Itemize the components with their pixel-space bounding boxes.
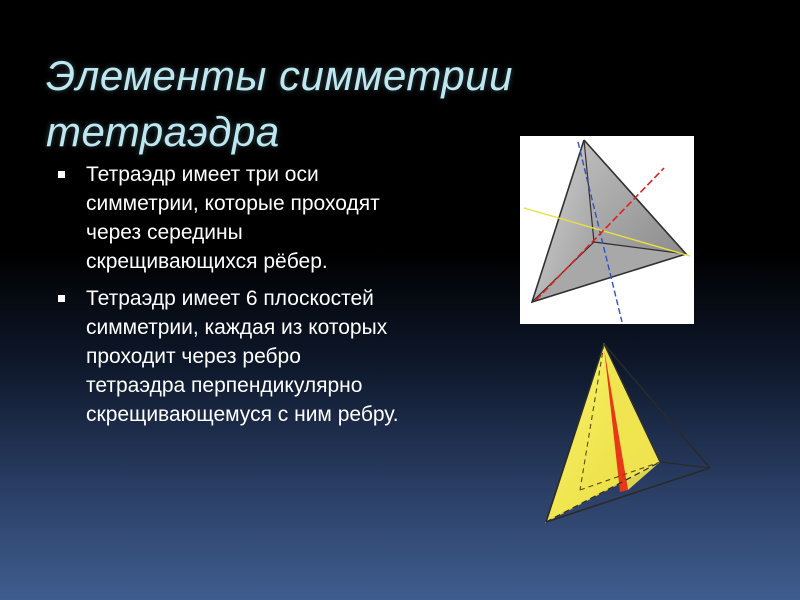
tetrahedron-axes-figure bbox=[520, 136, 694, 324]
title-line-2: тетраэдра bbox=[46, 108, 280, 155]
bullet-square-icon bbox=[58, 171, 65, 178]
bullet-list bbox=[58, 160, 403, 437]
title-line-1: Элементы симметрии bbox=[46, 52, 513, 99]
bullet-square-icon bbox=[58, 295, 65, 302]
tetrahedron-plane-figure bbox=[540, 340, 720, 528]
bullet-text: Тетраэдр имеет 6 плоскостей симметрии, каждая из которых проходит через ребро тетраэдра перпендикулярно скрещивающемуся с ним ребру. bbox=[86, 287, 399, 426]
tetrahedron-symmetry-plane-icon bbox=[540, 340, 720, 528]
bullet-item bbox=[58, 160, 403, 276]
bullet-text: Тетраэдр имеет три оси симметрии, которые проходят через середины скрещивающихся рёбер. bbox=[86, 163, 380, 273]
bullet-item bbox=[58, 284, 403, 429]
tetrahedron-symmetry-axes-icon bbox=[520, 136, 694, 324]
